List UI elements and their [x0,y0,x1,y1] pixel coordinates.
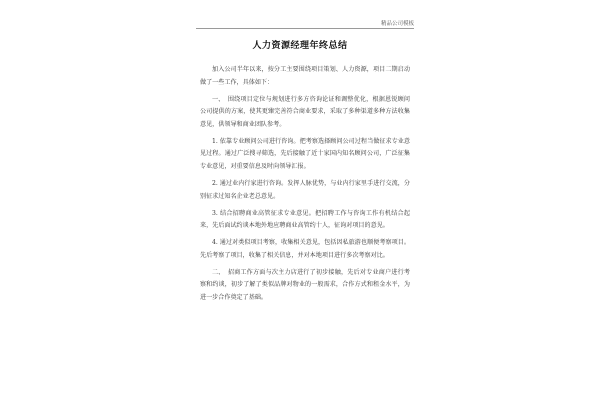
paragraph-item-3: 3. 结合招聘商业高管征求专业意见。把招聘工作与咨询工作有机结合起来，先后面试约谈本地外地应聘商业高管约十人，征询对项目的意见。 [200,209,410,230]
header-rule [196,28,414,29]
paragraph-item-1: 1. 依靠专业顾问公司进行咨询。把考察选择顾问公司过程当做征求专业意见过程。通过广泛搜寻筛选，先后接触了近十家国内知名顾问公司，广泛征集专业意见，对重要信息及时向领导汇报。 [200,137,410,170]
paragraph-intro: 加入公司半年以来，按分工主要围绕项目策划、人力资源，项目二期启动做了一些工作，具体如下： [200,66,410,86]
paragraph-item-2: 2. 通过业内行家进行咨询。发挥人脉优势，与业内行家里手进行交流，分别征求过知名企业老总意见。 [200,179,410,200]
document-title: 人力资源经理年终总结 [252,41,348,51]
paragraph-section-1: 一、 围绕项目定位与规划进行多方咨询论证和调整优化，根据恩锐顾问公司提供的方案，使其更臻完善符合商业要求，采取了多种渠道多种方法收集意见，供领导和商业团队参考。 [200,95,410,128]
document-body [200,64,410,309]
paragraph-section-2: 二、 招商工作方面与次主力店进行了初步接触，先后对专业商户进行考察和约谈，初步了解了类似品牌对物业的一般需求，合作方式和租金水平，为进一步合作奠定了基础。 [200,268,410,301]
paragraph-item-4: 4. 通过对类似项目考察，收集相关意见，包括因私旅游也顺便考察项目。先后考察了项目，收集了相关信息，并对本地项目进行多次考察对比。 [200,239,410,259]
header-label: 精品公司模板 [380,21,414,27]
